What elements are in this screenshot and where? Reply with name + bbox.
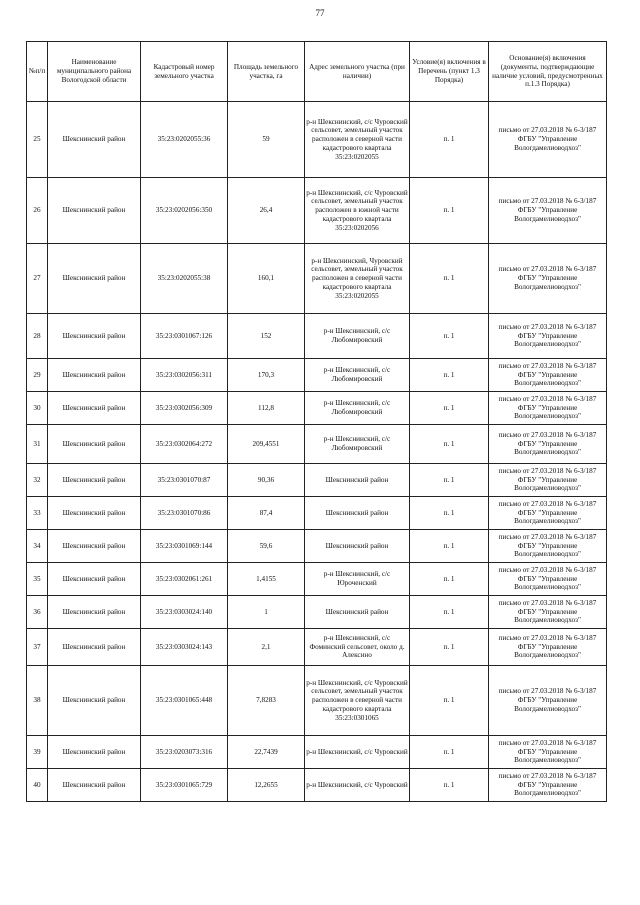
header-address: Адрес земельного участка (при наличии): [305, 42, 410, 102]
cell-condition: п. 1: [410, 102, 489, 178]
cell-condition: п. 1: [410, 629, 489, 666]
cell-basis: письмо от 27.03.2018 № 6-3/187 ФГБУ "Управление Вологдамелиоводхоз": [489, 244, 607, 314]
cell-address: р-н Шекснинский, с/с Чуровский сельсовет, земельный участок расположен в северной части кадастрового квартала 35:23:0202055: [305, 102, 410, 178]
cell-address: р-н Шекснинский, с/с Любомировский: [305, 314, 410, 359]
cell-address: р-н Шекснинский, с/с Любомировский: [305, 425, 410, 464]
cell-cadastral: 35:23:0301065:729: [141, 769, 228, 802]
cell-cadastral: 35:23:0202056:350: [141, 178, 228, 244]
header-district: Наименование муниципального района Вологодской области: [48, 42, 141, 102]
cell-district: Шекснинский район: [48, 596, 141, 629]
cell-condition: п. 1: [410, 530, 489, 563]
cell-address: р-н Шекснинский, с/с Любомировский: [305, 359, 410, 392]
cell-num: 31: [27, 425, 48, 464]
cell-num: 40: [27, 769, 48, 802]
cell-district: Шекснинский район: [48, 244, 141, 314]
cell-area: 1,4155: [228, 563, 305, 596]
cell-address: р-н Шекснинский, с/с Чуровский сельсовет, земельный участок расположен в северной части кадастрового квартала 35:23:0301065: [305, 666, 410, 736]
cell-condition: п. 1: [410, 244, 489, 314]
cell-area: 2,1: [228, 629, 305, 666]
cell-condition: п. 1: [410, 563, 489, 596]
table-row: [27, 178, 607, 244]
cell-cadastral: 35:23:0301069:144: [141, 530, 228, 563]
cell-area: 1: [228, 596, 305, 629]
cell-cadastral: 35:23:0202055:38: [141, 244, 228, 314]
cell-area: 59,6: [228, 530, 305, 563]
cell-district: Шекснинский район: [48, 736, 141, 769]
cell-address: р-н Шекснинский, с/с Юроченский: [305, 563, 410, 596]
cell-basis: письмо от 27.03.2018 № 6-3/187 ФГБУ "Управление Вологдамелиоводхоз": [489, 314, 607, 359]
header-area: Площадь земельного участка, га: [228, 42, 305, 102]
table-row: [27, 102, 607, 178]
cell-condition: п. 1: [410, 736, 489, 769]
cell-district: Шекснинский район: [48, 425, 141, 464]
table-row: [27, 392, 607, 425]
cell-address: Шекснинский район: [305, 530, 410, 563]
cell-basis: письмо от 27.03.2018 № 6-3/187 ФГБУ "Управление Вологдамелиоводхоз": [489, 596, 607, 629]
cell-num: 30: [27, 392, 48, 425]
header-condition: Условие(я) включения в Перечень (пункт 1.3 Порядка): [410, 42, 489, 102]
cell-condition: п. 1: [410, 666, 489, 736]
cell-area: 90,36: [228, 464, 305, 497]
cell-cadastral: 35:23:0303024:143: [141, 629, 228, 666]
cell-district: Шекснинский район: [48, 666, 141, 736]
land-plots-table: [26, 41, 607, 802]
cell-district: Шекснинский район: [48, 769, 141, 802]
cell-area: 112,8: [228, 392, 305, 425]
cell-condition: п. 1: [410, 359, 489, 392]
cell-district: Шекснинский район: [48, 464, 141, 497]
cell-area: 170,3: [228, 359, 305, 392]
table-row: [27, 666, 607, 736]
table-row: [27, 244, 607, 314]
header-num: №п/п: [27, 42, 48, 102]
cell-area: 59: [228, 102, 305, 178]
page-number: 77: [315, 8, 325, 18]
table-row: [27, 464, 607, 497]
cell-basis: письмо от 27.03.2018 № 6-3/187 ФГБУ "Управление Вологдамелиоводхоз": [489, 563, 607, 596]
cell-basis: письмо от 27.03.2018 № 6-3/187 ФГБУ "Управление Вологдамелиоводхоз": [489, 102, 607, 178]
cell-condition: п. 1: [410, 314, 489, 359]
cell-num: 32: [27, 464, 48, 497]
cell-district: Шекснинский район: [48, 178, 141, 244]
table-body: [27, 102, 607, 802]
cell-cadastral: 35:23:0301067:126: [141, 314, 228, 359]
cell-address: р-н Шекснинский, с/с Чуровский: [305, 769, 410, 802]
cell-cadastral: 35:23:0302064:272: [141, 425, 228, 464]
cell-cadastral: 35:23:0301070:86: [141, 497, 228, 530]
cell-area: 22,7439: [228, 736, 305, 769]
header-basis-text: Основание(я) включения (документы, подтверждающие наличие условий, предусмотренных п.1.3 Порядка): [492, 53, 603, 89]
cell-district: Шекснинский район: [48, 102, 141, 178]
cell-num: 36: [27, 596, 48, 629]
cell-cadastral: 35:23:0202055:36: [141, 102, 228, 178]
cell-district: Шекснинский район: [48, 392, 141, 425]
cell-district: Шекснинский район: [48, 629, 141, 666]
cell-area: 26,4: [228, 178, 305, 244]
cell-area: 87,4: [228, 497, 305, 530]
cell-condition: п. 1: [410, 769, 489, 802]
cell-basis: письмо от 27.03.2018 № 6-3/187 ФГБУ "Управление Вологдамелиоводхоз": [489, 359, 607, 392]
table-row: [27, 359, 607, 392]
cell-num: 29: [27, 359, 48, 392]
cell-area: 12,2655: [228, 769, 305, 802]
cell-address: р-н Шекснинский, с/с Чуровский сельсовет, земельный участок расположен в южной части кадастрового квартала 35:23:0202056: [305, 178, 410, 244]
table-row: [27, 629, 607, 666]
cell-district: Шекснинский район: [48, 359, 141, 392]
cell-num: 39: [27, 736, 48, 769]
cell-address: Шекснинский район: [305, 464, 410, 497]
header-cadastral: Кадастровый номер земельного участка: [141, 42, 228, 102]
cell-address: р-н Шекснинский, Чуровский сельсовет, земельный участок расположен в северной части кадастрового квартала 35:23:0202055: [305, 244, 410, 314]
cell-district: Шекснинский район: [48, 497, 141, 530]
cell-condition: п. 1: [410, 178, 489, 244]
cell-basis: письмо от 27.03.2018 № 6-3/187 ФГБУ "Управление Вологдамелиоводхоз": [489, 769, 607, 802]
cell-district: Шекснинский район: [48, 563, 141, 596]
cell-cadastral: 35:23:0203073:316: [141, 736, 228, 769]
table-row: [27, 530, 607, 563]
cell-basis: письмо от 27.03.2018 № 6-3/187 ФГБУ "Управление Вологдамелиоводхоз": [489, 530, 607, 563]
table-row: [27, 736, 607, 769]
cell-area: 7,8283: [228, 666, 305, 736]
header-basis: [489, 42, 607, 102]
cell-num: 33: [27, 497, 48, 530]
cell-condition: п. 1: [410, 464, 489, 497]
cell-basis: письмо от 27.03.2018 № 6-3/187 ФГБУ "Управление Вологдамелиоводхоз": [489, 629, 607, 666]
cell-basis: письмо от 27.03.2018 № 6-3/187 ФГБУ "Управление Вологдамелиоводхоз": [489, 497, 607, 530]
cell-area: 209,4551: [228, 425, 305, 464]
cell-num: 35: [27, 563, 48, 596]
cell-cadastral: 35:23:0303024:140: [141, 596, 228, 629]
table-row: [27, 497, 607, 530]
cell-num: 37: [27, 629, 48, 666]
cell-cadastral: 35:23:0302056:309: [141, 392, 228, 425]
cell-num: 25: [27, 102, 48, 178]
cell-address: р-н Шекснинский, с/с Чуровский: [305, 736, 410, 769]
cell-num: 28: [27, 314, 48, 359]
table-row: [27, 769, 607, 802]
cell-num: 38: [27, 666, 48, 736]
cell-cadastral: 35:23:0302056:311: [141, 359, 228, 392]
cell-condition: п. 1: [410, 596, 489, 629]
cell-basis: письмо от 27.03.2018 № 6-3/187 ФГБУ "Управление Вологдамелиоводхоз": [489, 425, 607, 464]
cell-area: 160,1: [228, 244, 305, 314]
cell-address: р-н Шекснинский, с/с Любомировский: [305, 392, 410, 425]
cell-basis: письмо от 27.03.2018 № 6-3/187 ФГБУ "Управление Вологдамелиоводхоз": [489, 178, 607, 244]
cell-basis: письмо от 27.03.2018 № 6-3/187 ФГБУ "Управление Вологдамелиоводхоз": [489, 464, 607, 497]
cell-basis: письмо от 27.03.2018 № 6-3/187 ФГБУ "Управление Вологдамелиоводхоз": [489, 666, 607, 736]
table-header-row: [27, 42, 607, 102]
cell-cadastral: 35:23:0302061:261: [141, 563, 228, 596]
table-row: [27, 596, 607, 629]
table-row: [27, 563, 607, 596]
cell-area: 152: [228, 314, 305, 359]
cell-address: Шекснинский район: [305, 596, 410, 629]
cell-district: Шекснинский район: [48, 530, 141, 563]
table-row: [27, 314, 607, 359]
cell-num: 34: [27, 530, 48, 563]
cell-address: Шекснинский район: [305, 497, 410, 530]
cell-basis: письмо от 27.03.2018 № 6-3/187 ФГБУ "Управление Вологдамелиоводхоз": [489, 392, 607, 425]
cell-num: 26: [27, 178, 48, 244]
cell-cadastral: 35:23:0301070:87: [141, 464, 228, 497]
cell-condition: п. 1: [410, 392, 489, 425]
cell-district: Шекснинский район: [48, 314, 141, 359]
cell-condition: п. 1: [410, 425, 489, 464]
cell-cadastral: 35:23:0301065:448: [141, 666, 228, 736]
table-row: [27, 425, 607, 464]
cell-address: р-н Шекснинский, с/с Фоминский сельсовет, около д. Алексино: [305, 629, 410, 666]
cell-condition: п. 1: [410, 497, 489, 530]
cell-num: 27: [27, 244, 48, 314]
cell-basis: письмо от 27.03.2018 № 6-3/187 ФГБУ "Управление Вологдамелиоводхоз": [489, 736, 607, 769]
